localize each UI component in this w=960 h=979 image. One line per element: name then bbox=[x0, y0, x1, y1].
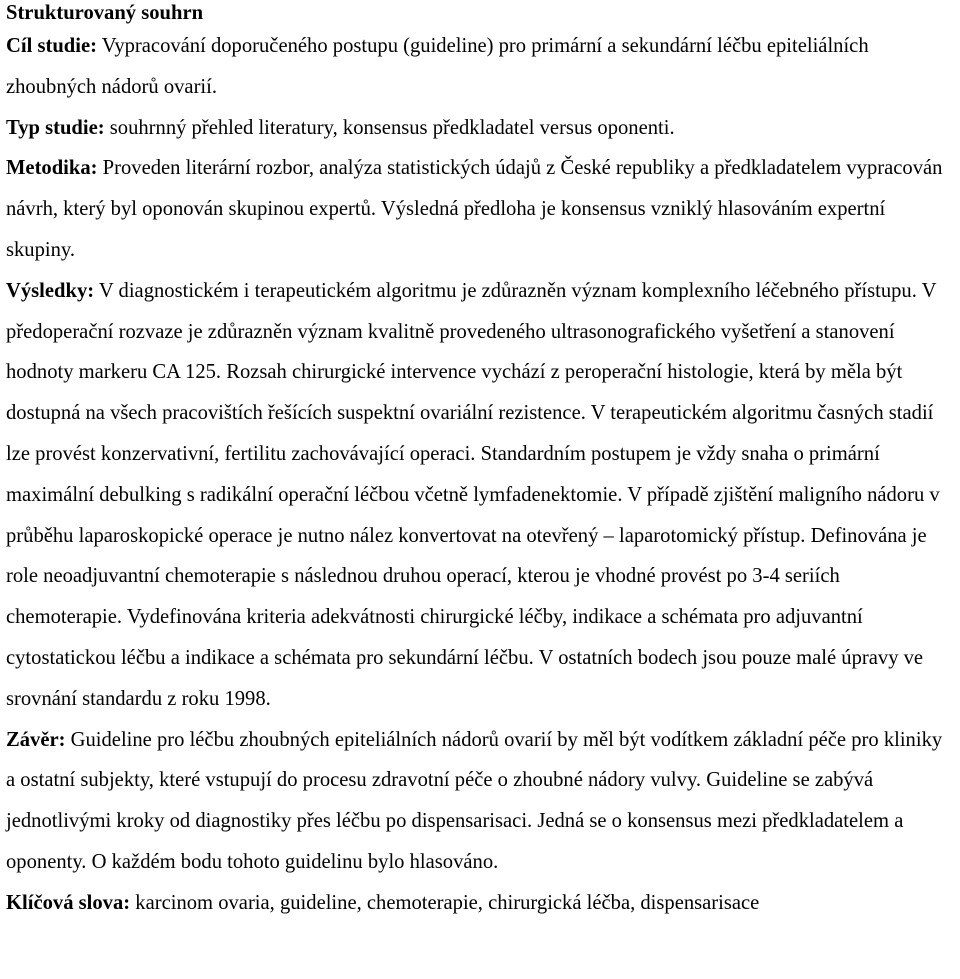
section-keywords-text: karcinom ovaria, guideline, chemoterapie, chirurgická léčba, dispensarisace bbox=[130, 891, 760, 914]
section-aim-label: Cíl studie: bbox=[6, 35, 97, 57]
section-study-type-label: Typ studie: bbox=[6, 116, 105, 139]
section-methods bbox=[6, 148, 954, 270]
section-results-text: V diagnostickém i terapeutickém algoritmu je zdůrazněn význam komplexního léčebného přístupu. V předoperační rozvaze je zdůrazněn význam kvalitně provedeného ultrasonografického vyšetření a stanovení hodnoty markeru CA 125. Rozsah chirurgické intervence vychází z peroperační histologie, která by měla být dostupná na všech pracovištích řešících suspektní ovariální rezistence. V terapeutickém algoritmu časných stadií lze provést konzervativní, fertilitu zachovávající operaci. Standardním postupem je vždy snaha o primární maximální debulking s radikální operační léčbou včetně lymfadenektomie. V případě zjištění maligního nádoru v průběhu laparoskopické operace je nutno nález konvertovat na otevřený – laparotomický přístup. Definována je role neoadjuvantní chemoterapie s následnou druhou operací, kterou je vhodné provést po 3-4 seriích chemoterapie. Vydefinována kriteria adekvátnosti chirurgické léčby, indikace a schémata pro adjuvantní cytostatickou léčbu a indikace a schémata pro sekundární léčbu. V ostatních bodech jsou pouze malé úpravy ve srovnání standardu z roku 1998. bbox=[6, 279, 940, 710]
section-results-label: Výsledky: bbox=[6, 279, 95, 302]
section-aim-text: Vypracování doporučeného postupu (guideline) pro primární a sekundární léčbu epiteliálních zhoubných nádorů ovarií. bbox=[6, 35, 869, 98]
section-conclusion bbox=[6, 720, 954, 883]
section-aim bbox=[6, 26, 954, 108]
section-methods-text: Proveden literární rozbor, analýza statistických údajů z České republiky a předkladatelem vypracován návrh, který byl oponován skupinou expertů. Výsledná předloha je konsensus vzniklý hlasováním expertní skupiny. bbox=[6, 157, 943, 261]
section-results bbox=[6, 271, 954, 720]
section-conclusion-text: Guideline pro léčbu zhoubných epiteliálních nádorů ovarií by měl být vodítkem základní péče pro kliniky a ostatní subjekty, které vstupují do procesu zdravotní péče o zhoubné nádory vulvy. Guideline se zabývá jednotlivými kroky od diagnostiky přes léčbu po dispensarisaci. Jedná se o konsensus mezi předkladatelem a oponenty. O každém bodu tohoto guidelinu bylo hlasováno. bbox=[6, 728, 943, 873]
section-methods-label: Metodika: bbox=[6, 157, 98, 180]
section-study-type bbox=[6, 108, 954, 149]
section-keywords bbox=[6, 883, 954, 924]
document-title: Strukturovaný souhrn bbox=[6, 2, 204, 24]
section-conclusion-label: Závěr: bbox=[6, 728, 66, 751]
section-keywords-label: Klíčová slova: bbox=[6, 891, 131, 914]
section-study-type-text: souhrnný přehled literatury, konsensus předkladatel versus oponenti. bbox=[104, 116, 675, 139]
